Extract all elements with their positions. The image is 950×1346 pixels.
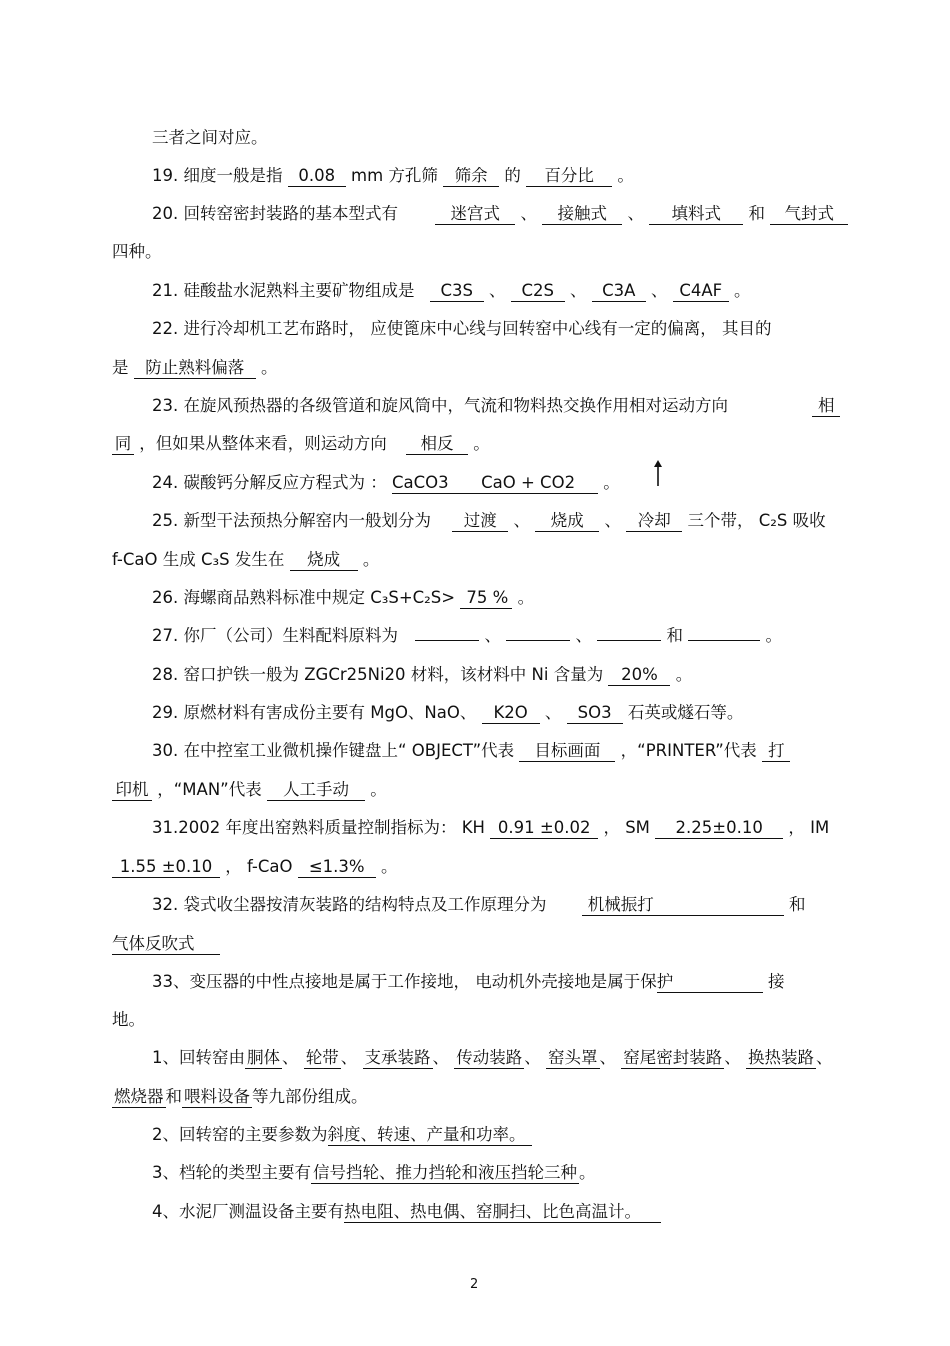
answer-blank: 传动装路 xyxy=(456,1048,523,1067)
text: 、 xyxy=(282,1048,299,1067)
text: 和 xyxy=(666,626,683,645)
line-07 xyxy=(112,357,278,379)
answer-blank xyxy=(597,640,661,641)
equation xyxy=(392,473,598,494)
text: 。 xyxy=(261,358,278,377)
text: 。 xyxy=(765,626,782,645)
line-11 xyxy=(152,510,826,532)
text: 和 xyxy=(748,204,765,223)
answer-blank: 冷却 xyxy=(626,511,682,532)
answer-blank: 过渡 xyxy=(452,511,508,532)
answer-blank: 气体反吹式 xyxy=(112,934,220,955)
text: 。 xyxy=(617,166,634,185)
line-12 xyxy=(112,549,379,571)
line-01 xyxy=(152,127,268,149)
answer-blank: 轮带 xyxy=(305,1048,339,1067)
answer-blank: 目标画面 xyxy=(519,741,615,762)
answer-blank: 0.91 ±0.02 xyxy=(490,818,598,839)
text: 25. 新型干法预热分解窑内一般划分为 xyxy=(152,511,431,530)
answer-blank: 机械振打 xyxy=(582,895,784,916)
text: ，“PRINTER”代表 xyxy=(620,741,757,760)
answer-blank xyxy=(688,640,760,641)
text: 29. 原燃材料有害成份主要有 MgO、NaO、 xyxy=(152,703,477,722)
text: 32. 袋式收尘器按清灰装路的结构特点及工作原理分为 xyxy=(152,895,547,914)
answer-blank xyxy=(506,640,570,641)
answer-blank: SO3 xyxy=(567,703,623,724)
answer-blank: 燃烧器 xyxy=(114,1087,164,1106)
answer-blank: 筛余 xyxy=(443,166,499,187)
text: 、 xyxy=(513,511,530,530)
answer-blank: 热电阻、热电偶、窑胴扫、比色高温计。 xyxy=(344,1202,661,1223)
text: 、 xyxy=(520,204,537,223)
reactant: CaCO3 xyxy=(391,473,449,492)
text: 、 xyxy=(724,1048,741,1067)
text: 等九部份组成。 xyxy=(252,1087,368,1106)
answer-blank: 印机 xyxy=(112,780,152,801)
page-number: 2 xyxy=(470,1277,479,1292)
answer-blank: 护 xyxy=(657,972,763,993)
line-08 xyxy=(152,395,728,417)
line-17 xyxy=(152,740,790,762)
answer-blank: 20% xyxy=(608,665,670,686)
line-27 xyxy=(152,1124,532,1146)
text: ， f-CaO xyxy=(225,857,293,876)
text: 是 xyxy=(112,358,129,377)
answer-blank: 斜度、转速、产量和功率。 xyxy=(328,1125,532,1146)
line-14 xyxy=(152,625,782,647)
line-20 xyxy=(112,856,397,878)
answer-blank: 支承装路 xyxy=(364,1048,431,1067)
text: 。 xyxy=(473,434,490,453)
answer-blank: 窑头罩 xyxy=(548,1048,598,1067)
text: 、 xyxy=(489,281,506,300)
text: 2、回转窑的主要参数为 xyxy=(152,1125,328,1144)
text: 三个带， C₂S 吸收 xyxy=(687,511,826,530)
text: 、 xyxy=(544,703,562,722)
text: 19. 细度一般是指 xyxy=(152,166,283,185)
text: ，但如果从整体来看，则运动方向 xyxy=(139,434,387,453)
answer-blank: 相反 xyxy=(406,434,468,455)
text: 24. 碳酸钙分解反应方程式为 ： xyxy=(152,473,387,492)
text: 。 xyxy=(370,780,387,799)
line-16 xyxy=(152,702,743,724)
answer-wrap-start xyxy=(812,395,840,417)
answer-blank: 2.25±0.10 xyxy=(655,818,783,839)
line-03 xyxy=(152,203,848,225)
line-15 xyxy=(152,664,692,686)
text: 接 xyxy=(768,972,785,991)
text: 、 xyxy=(599,1048,616,1067)
text: 的 xyxy=(504,166,521,185)
text: 20. 回转窑密封装路的基本型式有 xyxy=(152,204,398,223)
text: 、 xyxy=(651,281,668,300)
text: 30. 在中控室工业微机操作键盘上“ OBJECT”代表 xyxy=(152,741,515,760)
answer-blank: 打 xyxy=(762,741,790,762)
text: 石英或燧石等。 xyxy=(627,703,744,722)
answer-blank: 防止熟料偏落 xyxy=(134,358,256,379)
line-25 xyxy=(152,1047,833,1069)
text: f-CaO 生成 C₃S 发生在 xyxy=(112,550,285,569)
answer-blank: C3A xyxy=(592,281,646,302)
answer-blank: 烧成 xyxy=(290,550,358,571)
answer-blank: 胴体 xyxy=(247,1048,280,1067)
text: 和 xyxy=(789,895,806,914)
line-23 xyxy=(152,971,785,993)
text: 。 xyxy=(734,281,751,300)
answer-blank: 喂料设备 xyxy=(184,1087,250,1106)
products: CaO + CO2 xyxy=(481,473,576,492)
text: 1、回转窑由 xyxy=(152,1048,245,1067)
text: ，“MAN”代表 xyxy=(157,780,262,799)
text: 、 xyxy=(627,204,644,223)
line-21 xyxy=(152,894,806,916)
text: 地。 xyxy=(112,1010,145,1029)
text: 三者之间对应。 xyxy=(152,128,268,147)
text: 、 xyxy=(575,626,592,645)
answer-blank: 0.08 xyxy=(288,166,346,187)
text: 27. 你厂（公司）生料配料原料为 xyxy=(152,626,398,645)
line-29 xyxy=(152,1201,661,1223)
text: 22. 进行冷却机工艺布路时， 应使篦床中心线与回转窑中心线有一定的偏离， 其目的 xyxy=(152,319,772,338)
text: 、 xyxy=(570,281,587,300)
text: 31.2002 年度出窑熟料质量控制指标为： KH xyxy=(152,818,485,837)
answer-blank: 迷宫式 xyxy=(435,204,515,225)
answer-blank: 换热装路 xyxy=(748,1048,814,1067)
line-13 xyxy=(152,587,534,609)
answer-blank: 信号挡轮、推力挡轮和液压挡轮三种 xyxy=(313,1163,577,1182)
answer-blank: 相 xyxy=(812,396,840,417)
line-19 xyxy=(152,817,829,839)
answer-blank: 1.55 ±0.10 xyxy=(112,857,220,878)
answer-blank: 百分比 xyxy=(526,166,612,187)
text: 4、水泥厂测温设备主要有 xyxy=(152,1202,344,1221)
answer-blank: C4AF xyxy=(673,281,729,302)
text: ， IM xyxy=(788,818,830,837)
line-09 xyxy=(112,433,490,455)
text: 23. 在旋风预热器的各级管道和旋风筒中，气流和物料热交换作用相对运动方向 xyxy=(152,396,728,415)
text: 。 xyxy=(579,1163,596,1182)
line-28 xyxy=(152,1162,596,1184)
text: 。 xyxy=(517,588,535,607)
answer-blank: 填料式 xyxy=(649,204,743,225)
text: 33、变压器的中性点接地是属于工作接地， 电动机外壳接地是属于保 xyxy=(152,972,657,991)
text: 、 xyxy=(604,511,621,530)
text: mm 方孔筛 xyxy=(351,166,438,185)
text: 、 xyxy=(432,1048,449,1067)
line-10 xyxy=(152,472,620,494)
arrow-up-icon xyxy=(653,460,663,486)
text: 。 xyxy=(362,550,380,569)
line-05 xyxy=(152,280,751,302)
line-22 xyxy=(112,933,220,955)
text: 28. 窑口护铁一般为 ZGCr25Ni20 材料，该材料中 Ni 含量为 xyxy=(152,665,604,684)
text: 、 xyxy=(524,1048,541,1067)
line-18 xyxy=(112,779,387,801)
text: 3、档轮的类型主要有 xyxy=(152,1163,311,1182)
answer-blank: K2O xyxy=(482,703,540,724)
line-24 xyxy=(112,1009,145,1031)
text: 21. 硅酸盐水泥熟料主要矿物组成是 xyxy=(152,281,415,300)
text: 、 xyxy=(484,626,501,645)
text: ， SM xyxy=(603,818,650,837)
answer-blank: 同 xyxy=(112,434,134,455)
answer-blank: C3S xyxy=(430,281,484,302)
text: 和 xyxy=(165,1087,182,1106)
answer-blank: 人工手动 xyxy=(267,780,365,801)
answer-blank: 烧成 xyxy=(535,511,599,532)
text: 、 xyxy=(816,1048,833,1067)
answer-blank: ≤1.3% xyxy=(298,857,376,878)
text: 26. 海螺商品熟料标准中规定 C₃S+C₂S> xyxy=(152,588,456,607)
answer-blank: 气封式 xyxy=(770,204,848,225)
answer-blank: C2S xyxy=(511,281,565,302)
text: 四种。 xyxy=(112,242,162,261)
answer-blank: 接触式 xyxy=(542,204,622,225)
line-26 xyxy=(112,1086,368,1108)
line-06 xyxy=(152,318,771,340)
line-04 xyxy=(112,241,162,263)
answer-blank xyxy=(415,640,479,641)
answer-blank: 窑尾密封装路 xyxy=(623,1048,723,1067)
text: 。 xyxy=(380,857,398,876)
text: 。 xyxy=(603,473,620,492)
text: 。 xyxy=(675,665,693,684)
text: 、 xyxy=(340,1048,358,1067)
line-02 xyxy=(152,165,634,187)
answer-blank: 75 % xyxy=(460,588,512,609)
